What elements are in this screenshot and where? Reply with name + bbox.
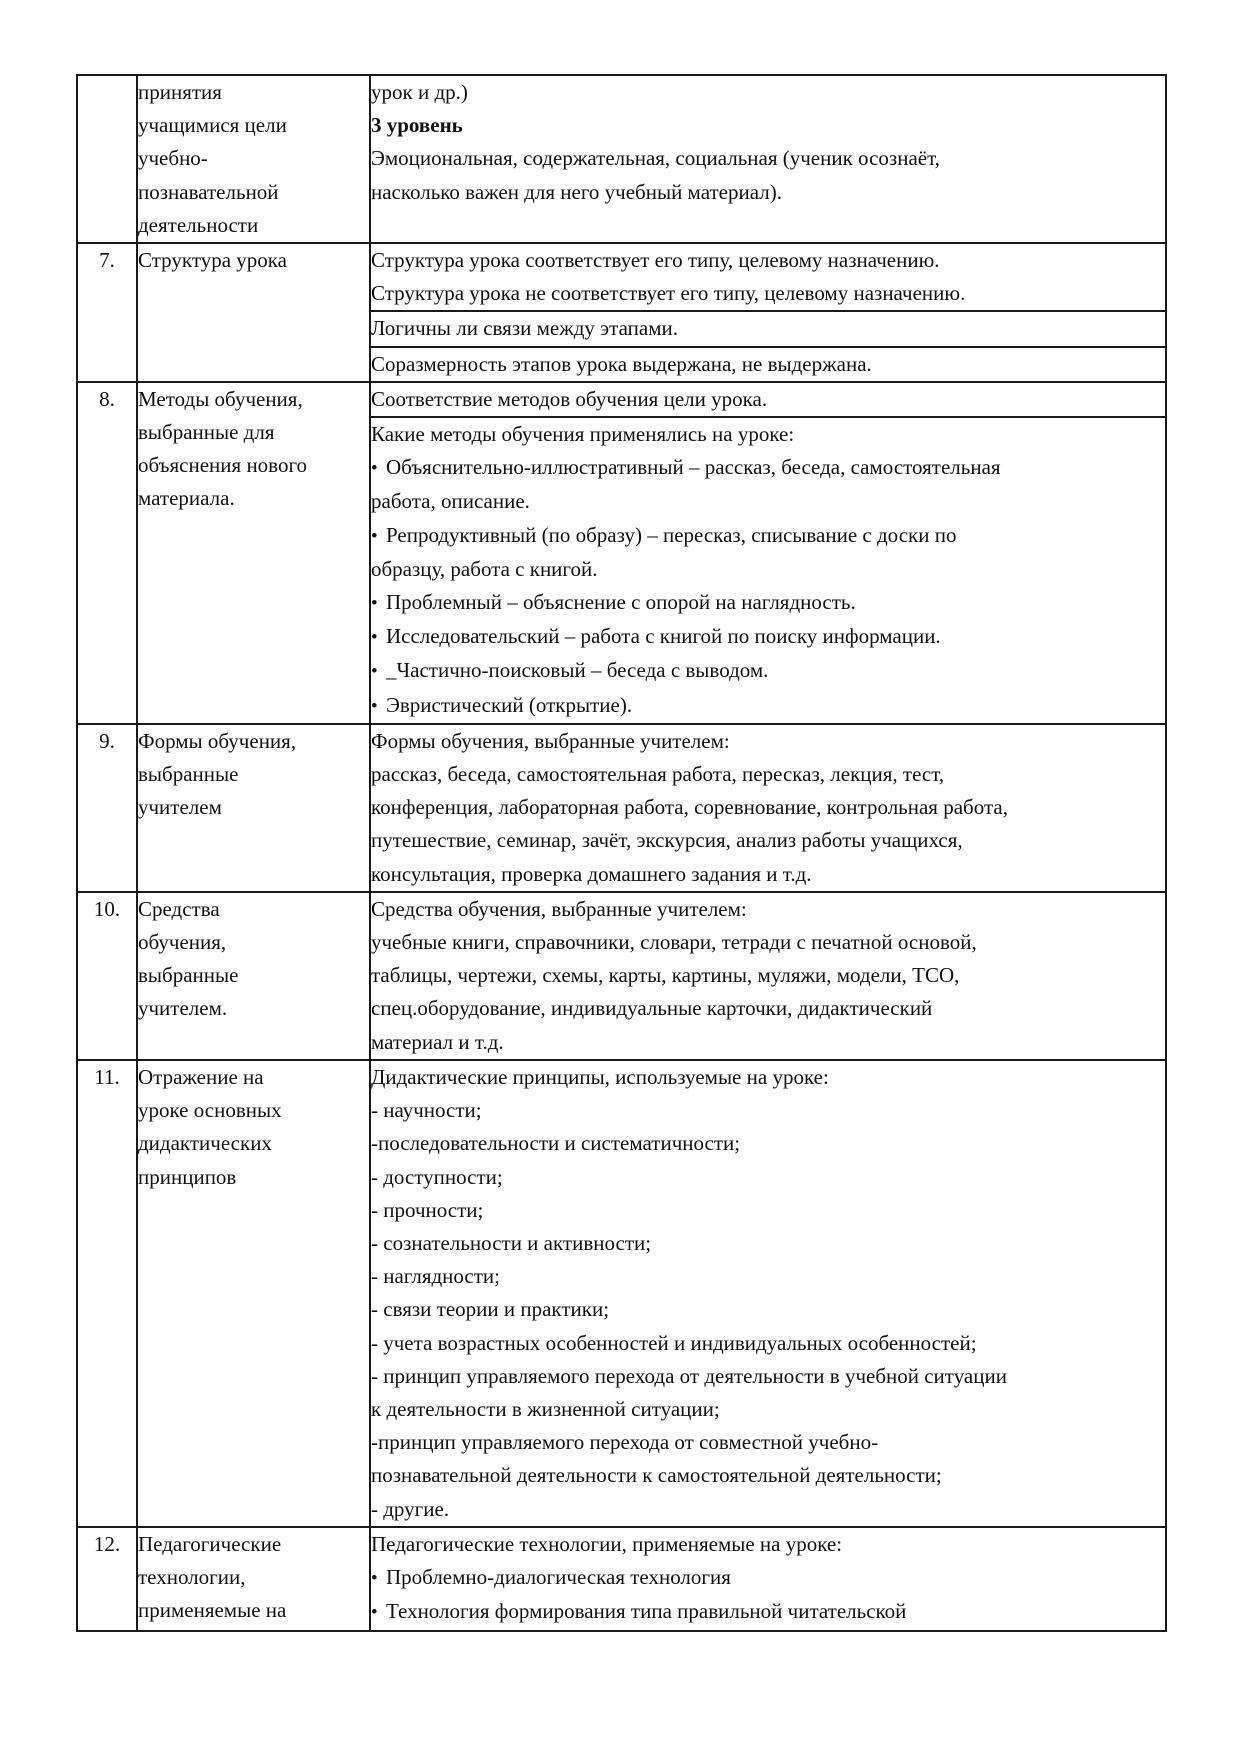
- criterion-line: учащимися цели: [138, 113, 287, 138]
- description-line: Формы обучения, выбранные учителем:: [371, 728, 730, 753]
- description-line: Дидактические принципы, используемые на уроке:: [371, 1064, 829, 1089]
- principle-item: - прочности;: [371, 1197, 484, 1222]
- criterion-cell: [137, 75, 370, 243]
- method-item: • Объяснительно-иллюстративный – рассказ, беседа, самостоятельная: [371, 451, 1165, 485]
- description-line: Соответствие методов обучения цели урока.: [371, 386, 768, 411]
- row-number: [77, 75, 137, 243]
- method-item: • Эвристический (открытие).: [371, 689, 1165, 723]
- description-line: урок и др.): [371, 80, 468, 104]
- description-cell: [370, 1060, 1166, 1527]
- criterion-line: Отражение на: [138, 1064, 264, 1089]
- criterion-line: выбранные: [138, 963, 239, 988]
- method-item: • Проблемный – объяснение с опорой на наглядность.: [371, 586, 1165, 620]
- criterion-cell: [137, 243, 370, 382]
- method-item: • Исследовательский – работа с книгой по поиску информации.: [371, 620, 1165, 654]
- description-line: Соразмерность этапов урока выдержана, не выдержана.: [371, 351, 872, 376]
- description-line: материал и т.д.: [371, 1029, 504, 1054]
- table-row: [77, 892, 1166, 1060]
- description-line: Структура урока соответствует его типу, целевому назначению.: [371, 248, 940, 273]
- principle-item: - другие.: [371, 1496, 450, 1521]
- description-cell: [370, 347, 1166, 382]
- description-line: Логичны ли связи между этапами.: [371, 316, 678, 341]
- description-cell: [370, 1527, 1166, 1631]
- description-line: консультация, проверка домашнего задания и т.д.: [371, 861, 812, 886]
- criterion-line: Средства: [138, 896, 220, 921]
- document-page: [76, 74, 1165, 1632]
- description-cell: [370, 382, 1166, 417]
- description-line: Средства обучения, выбранные учителем:: [371, 896, 747, 921]
- principle-item: - наглядности;: [371, 1264, 501, 1289]
- principle-item: - доступности;: [371, 1164, 503, 1189]
- description-line: таблицы, чертежи, схемы, карты, картины, муляжи, модели, ТСО,: [371, 963, 960, 988]
- description-line: Эмоциональная, содержательная, социальная (ученик осознаёт,: [371, 146, 940, 171]
- lesson-analysis-table: [76, 74, 1167, 1632]
- method-item: • _Частично-поисковый – беседа с выводом.: [371, 654, 1165, 688]
- criterion-cell: [137, 724, 370, 892]
- criterion-cell: [137, 1060, 370, 1527]
- criterion-line: объяснения нового: [138, 453, 308, 478]
- description-line: насколько важен для него учебный материал).: [371, 179, 782, 204]
- description-line: спец.оборудование, индивидуальные карточки, дидактический: [371, 996, 933, 1021]
- criterion-cell: [137, 892, 370, 1060]
- principle-item: - принцип управляемого перехода от деятельности в учебной ситуации: [371, 1363, 1007, 1388]
- row-number: 8.: [77, 382, 137, 724]
- criterion-line: учителем.: [138, 996, 228, 1021]
- criterion-line: выбранные для: [138, 420, 275, 445]
- table-row: [77, 1527, 1166, 1631]
- technology-item: • Технология формирования типа правильной читательской: [371, 1595, 1165, 1629]
- criterion-line: Методы обучения,: [138, 386, 303, 411]
- criterion-line: дидактических: [138, 1131, 272, 1156]
- principle-item-continuation: познавательной деятельности к самостоятельной деятельности;: [371, 1463, 942, 1488]
- criterion-line: обучения,: [138, 930, 227, 955]
- criterion-cell: [137, 1527, 370, 1631]
- description-cell: [370, 892, 1166, 1060]
- criterion-line: учебно-: [138, 146, 208, 171]
- row-number: 9.: [77, 724, 137, 892]
- criterion-cell: [137, 382, 370, 724]
- criterion-line: материала.: [138, 486, 235, 511]
- principle-item: - научности;: [371, 1098, 482, 1123]
- row-number: 10.: [77, 892, 137, 1060]
- row-number: 7.: [77, 243, 137, 382]
- criterion-line: уроке основных: [138, 1098, 282, 1123]
- principle-item: - сознательности и активности;: [371, 1230, 652, 1255]
- criterion-line: деятельности: [138, 212, 259, 237]
- criterion-line: технологии,: [138, 1565, 246, 1590]
- description-line: конференция, лабораторная работа, соревнование, контрольная работа,: [371, 795, 1008, 820]
- criterion-line: принятия: [138, 80, 222, 104]
- description-line: учебные книги, справочники, словари, тетради с печатной основой,: [371, 930, 977, 955]
- table-row: [77, 382, 1166, 417]
- criterion-line: учителем: [138, 795, 222, 820]
- row-number: 12.: [77, 1527, 137, 1631]
- description-line: Структура урока не соответствует его типу, целевому назначению.: [371, 281, 966, 306]
- description-line: путешествие, семинар, зачёт, экскурсия, анализ работы учащихся,: [371, 828, 963, 853]
- table-row: [77, 75, 1166, 243]
- table-row: [77, 1060, 1166, 1527]
- level-heading: 3 уровень: [371, 113, 463, 138]
- criterion-line: Формы обучения,: [138, 728, 297, 753]
- criterion-line: Педагогические: [138, 1531, 282, 1556]
- table-row: [77, 724, 1166, 892]
- criterion-line: применяемые на: [138, 1598, 287, 1623]
- principle-item: -принцип управляемого перехода от совместной учебно-: [371, 1430, 879, 1455]
- row-number: 11.: [77, 1060, 137, 1527]
- criterion-line: принципов: [138, 1164, 237, 1189]
- criterion-line: Структура урока: [138, 248, 287, 273]
- description-cell: [370, 417, 1166, 724]
- criterion-line: выбранные: [138, 762, 239, 787]
- principle-item-continuation: к деятельности в жизненной ситуации;: [371, 1396, 720, 1421]
- principle-item: - связи теории и практики;: [371, 1297, 610, 1322]
- criterion-line: познавательной: [138, 179, 279, 204]
- method-item-continuation: работа, описание.: [371, 489, 530, 514]
- description-line: Какие методы обучения применялись на уроке:: [371, 422, 795, 447]
- description-cell: [370, 311, 1166, 346]
- description-cell: [370, 724, 1166, 892]
- principle-item: - учета возрастных особенностей и индивидуальных особенностей;: [371, 1330, 977, 1355]
- description-cell: [370, 75, 1166, 243]
- description-cell: [370, 243, 1166, 311]
- principle-item: -последовательности и систематичности;: [371, 1131, 741, 1156]
- description-line: Педагогические технологии, применяемые на уроке:: [371, 1531, 843, 1556]
- table-row: [77, 243, 1166, 311]
- method-item-continuation: образцу, работа с книгой.: [371, 556, 598, 581]
- technology-item: • Проблемно-диалогическая технология: [371, 1561, 1165, 1595]
- description-line: рассказ, беседа, самостоятельная работа, пересказ, лекция, тест,: [371, 762, 945, 787]
- method-item: • Репродуктивный (по образу) – пересказ, списывание с доски по: [371, 519, 1165, 553]
